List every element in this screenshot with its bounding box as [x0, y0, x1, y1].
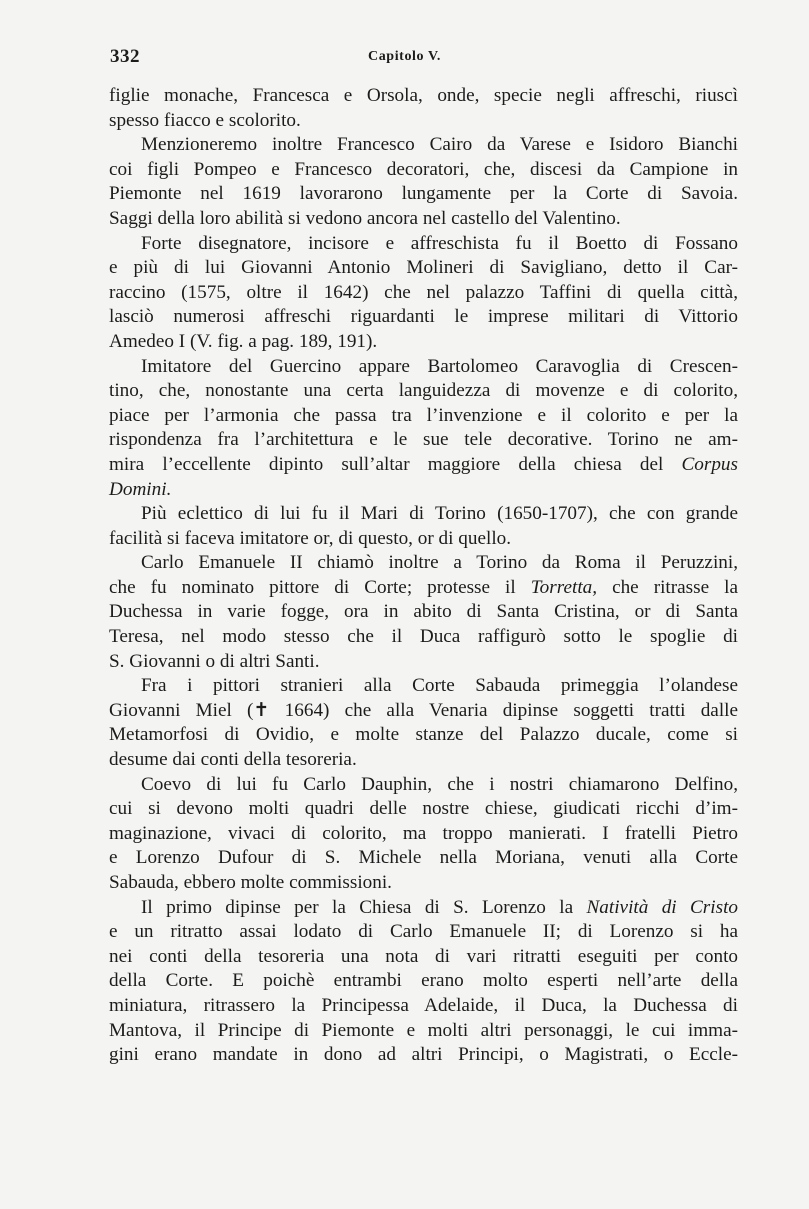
text-line — [109, 945, 738, 970]
text-segment: e più di lui Giovanni Antonio Molineri di Savigliano, detto il Car- — [109, 257, 738, 279]
text-line — [109, 969, 738, 994]
italic-text: Torretta, — [530, 576, 598, 598]
italic-text: Natività di Cristo — [586, 896, 738, 918]
text-segment: Duchessa in varie fogge, ora in abito di Santa Cristina, or di Santa — [109, 601, 738, 623]
text-line — [109, 207, 738, 232]
text-line — [109, 674, 738, 699]
text-line — [109, 502, 738, 527]
text-line — [109, 871, 738, 896]
text-segment: Giovanni Miel (✝ 1664) che alla Venaria dipinse soggetti tratti dalle — [109, 699, 738, 721]
text-segment: Metamorfosi di Ovidio, e molte stanze del Palazzo ducale, come si — [109, 724, 738, 746]
text-segment: desume dai conti della tesoreria. — [109, 749, 357, 771]
text-line — [109, 650, 738, 675]
text-segment: Più eclettico di lui fu il Mari di Torino (1650-1707), che con grande — [141, 503, 738, 525]
text-segment: Fra i pittori stranieri alla Corte Sabauda primeggia l’olandese — [141, 675, 738, 697]
text-segment: figlie monache, Francesca e Orsola, onde, specie negli affreschi, riuscì — [109, 85, 738, 106]
page-number: 332 — [110, 46, 140, 67]
text-line — [109, 404, 738, 429]
text-line — [109, 232, 738, 257]
text-line — [109, 453, 738, 478]
text-line — [109, 182, 738, 207]
text-line — [109, 920, 738, 945]
italic-text: Corpus — [681, 453, 738, 475]
text-line — [109, 773, 738, 798]
text-line — [109, 355, 738, 380]
text-segment: Saggi della loro abilità si vedono ancora nel castello del Valentino. — [109, 207, 621, 229]
text-segment: S. Giovanni o di altri Santi. — [109, 650, 320, 672]
text-segment: Imitatore del Guercino appare Bartolomeo Caravoglia di Crescen- — [141, 355, 738, 377]
text-segment: mira l’eccellente dipinto sull’altar maggiore della chiesa del — [109, 453, 682, 475]
text-segment: che fu nominato pittore di Corte; protesse il — [109, 576, 531, 598]
text-segment: della Corte. E poichè entrambi erano molto esperti nell’arte della — [109, 970, 738, 992]
text-segment: Teresa, nel modo stesso che il Duca raffigurò sotto le spoglie di — [109, 626, 738, 648]
text-segment: Carlo Emanuele II chiamò inoltre a Torino da Roma il Peruzzini, — [141, 552, 738, 574]
text-segment: coi figli Pompeo e Francesco decoratori, che, discesi da Campione in — [109, 158, 738, 180]
text-segment: piace per l’armonia che passa tra l’invenzione e il colorito e per la — [109, 404, 738, 426]
text-segment: e Lorenzo Dufour di S. Michele nella Moriana, venuti alla Corte — [109, 847, 738, 869]
text-line — [109, 699, 738, 724]
text-segment: che ritrasse la — [597, 576, 738, 598]
text-line — [109, 994, 738, 1019]
text-line — [109, 1043, 738, 1068]
text-segment: lasciò numerosi affreschi riguardanti le imprese militari di Vittorio — [109, 306, 738, 328]
text-line — [109, 109, 738, 134]
text-line — [109, 797, 738, 822]
text-line — [109, 822, 738, 847]
text-line — [109, 330, 738, 355]
text-line — [109, 527, 738, 552]
chapter-title: Capitolo V. — [368, 49, 441, 64]
text-line — [109, 305, 738, 330]
text-line — [109, 723, 738, 748]
text-segment: spesso fiacco e scolorito. — [109, 109, 301, 131]
text-segment: Coevo di lui fu Carlo Dauphin, che i nostri chiamarono Delfino, — [141, 773, 738, 795]
text-segment: Forte disegnatore, incisore e affreschista fu il Boetto di Fossano — [141, 232, 738, 254]
text-segment: tino, che, nonostante una certa languidezza di movenze e di colorito, — [109, 380, 738, 402]
text-segment: Sabauda, ebbero molte commissioni. — [109, 872, 392, 893]
text-segment: miniatura, ritrassero la Principessa Adelaide, il Duca, la Duchessa di — [109, 994, 738, 1016]
text-line — [109, 428, 738, 453]
text-segment: rispondenza fra l’architettura e le sue tele decorative. Torino ne am- — [109, 429, 738, 451]
text-line — [109, 256, 738, 281]
text-segment: nei conti della tesoreria una nota di vari ritratti eseguiti per conto — [109, 945, 738, 967]
text-segment: raccino (1575, oltre il 1642) che nel palazzo Taffini di quella città, — [109, 281, 738, 303]
text-line — [109, 600, 738, 625]
text-line — [109, 846, 738, 871]
text-line — [109, 158, 738, 183]
text-line — [109, 1019, 738, 1044]
text-line — [109, 625, 738, 650]
text-segment: Mantova, il Principe di Piemonte e molti altri personaggi, le cui imma- — [109, 1019, 738, 1041]
italic-text: Domini. — [109, 478, 172, 500]
body-text — [109, 84, 738, 1068]
text-segment: maginazione, vivaci di colorito, ma troppo manierati. I fratelli Pietro — [109, 822, 738, 844]
text-segment: facilità si faceva imitatore or, di questo, or di quello. — [109, 527, 512, 549]
text-line — [109, 281, 738, 306]
text-segment: cui si devono molti quadri delle nostre chiese, giudicati ricchi d’im- — [109, 798, 738, 820]
text-line — [109, 748, 738, 773]
text-segment: e un ritratto assai lodato di Carlo Emanuele II; di Lorenzo si ha — [109, 921, 738, 943]
text-line — [109, 551, 738, 576]
text-segment: Menzioneremo inoltre Francesco Cairo da Varese e Isidoro Bianchi — [141, 134, 738, 156]
text-line — [109, 896, 738, 921]
text-segment: Amedeo I (V. fig. a pag. 189, 191). — [109, 330, 378, 352]
text-line — [109, 379, 738, 404]
running-head — [110, 46, 736, 70]
text-line — [109, 478, 738, 503]
text-segment: Il primo dipinse per la Chiesa di S. Lorenzo la — [141, 896, 587, 918]
text-line — [109, 576, 738, 601]
text-line — [109, 133, 738, 158]
text-segment: gini erano mandate in dono ad altri Principi, o Magistrati, o Eccle- — [109, 1044, 738, 1066]
text-segment: Piemonte nel 1619 lavorarono lungamente per la Corte di Savoia. — [109, 183, 738, 205]
text-line — [109, 84, 738, 109]
